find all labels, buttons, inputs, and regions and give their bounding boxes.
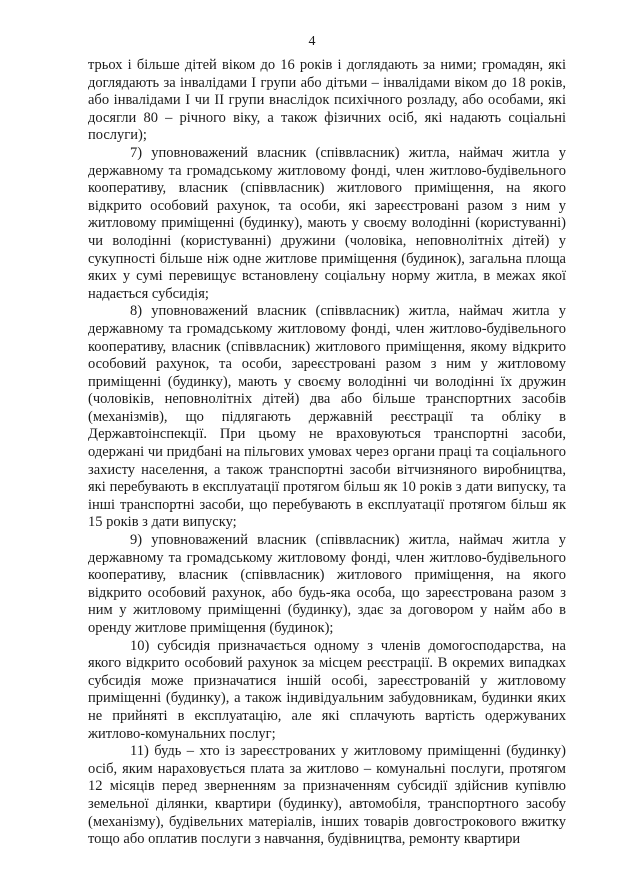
paragraph-item-8: 8) уповноважений власник (співвласник) житла, наймач житла у державному та громадському житловому фонді, член житлово-будівельного кооперативу, власник (співвласник) житлового приміщення, якому відкрито особовий рахунок, та особи, зареєстровані разом з ним у житловому приміщенні (будинку), мають у своєму володінні чи володінні їх дружин (чоловіків, неповнолітніх дітей) два або більше транспортних засобів (механізмів), що підлягають державній реєстрації та обліку в Державтоінспекції. При цьому не враховуються транспортні засоби, одержані чи придбані на пільгових умовах через органи праці та соціального захисту населення, а також транспортні засоби вітчизняного виробництва, які перебувають в експлуатації протягом більш як 10 років з дати випуску, та інші транспортні засоби, що перебувають в експлуатації протягом більш як 15 років з дати випуску; [88, 303, 566, 531]
paragraph-item-10: 10) субсидія призначається одному з членів домогосподарства, на якого відкрито особовий рахунок за місцем реєстрації. В окремих випадках субсидія може призначатися іншій особі, зареєстрованій у житловому приміщенні (будинку), а також індивідуальним забудовникам, будинки яких не прийняті в експлуатацію, але які сплачують вартість одержуваних житлово-комунальних послуг; [88, 637, 566, 742]
page-number: 4 [308, 34, 316, 49]
document-body [88, 57, 566, 849]
paragraph-item-9: 9) уповноважений власник (співвласник) житла, наймач житла у державному та громадському житловому фонді, член житлово-будівельного кооперативу, власник (співвласник) житлового приміщення, на якого відкрито особовий рахунок, або будь-яка особа, що зареєстрована разом з ним у житловому приміщенні (будинку), здає за договором у найм або в оренду житлове приміщення (будинок); [88, 532, 566, 636]
paragraph-item-7: 7) уповноважений власник (співвласник) житла, наймач житла у державному та громадському житловому фонді, член житлово-будівельного кооперативу, власник (співвласник) житлового приміщення, на якого відкрито особовий рахунок, та особи, які зареєстровані разом з ним у житловому приміщенні (будинку), мають у своєму володінні (користуванні) чи володінні (користуванні) дружини (чоловіка, неповнолітніх дітей) у сукупності більше ніж одне житлове приміщення (будинок), загальна площа яких у сумі перевищує встановлену соціальну норму житла, в межах якої надається субсидія; [88, 144, 566, 302]
paragraph-continuation: трьох і більше дітей віком до 16 років і доглядають за ними; громадян, які доглядають за інвалідами I групи або дітьми – інвалідами віком до 18 років, або інвалідами I чи II групи внаслідок психічного розладу, або особами, які досягли 80 – річного віку, а також фізичних осіб, які надають соціальні послуги); [88, 57, 566, 144]
paragraph-item-11: 11) будь – хто із зареєстрованих у житловому приміщенні (будинку) осіб, яким нараховується плата за житлово – комунальні послуги, протягом 12 місяців перед зверненням за призначенням субсидії здійснив купівлю земельної ділянки, квартири (будинку), автомобіля, транспортного засобу (механізму), будівельних матеріалів, інших товарів довгострокового вжитку тощо або оплатив послуги з навчання, будівництва, ремонту квартири [88, 743, 566, 848]
